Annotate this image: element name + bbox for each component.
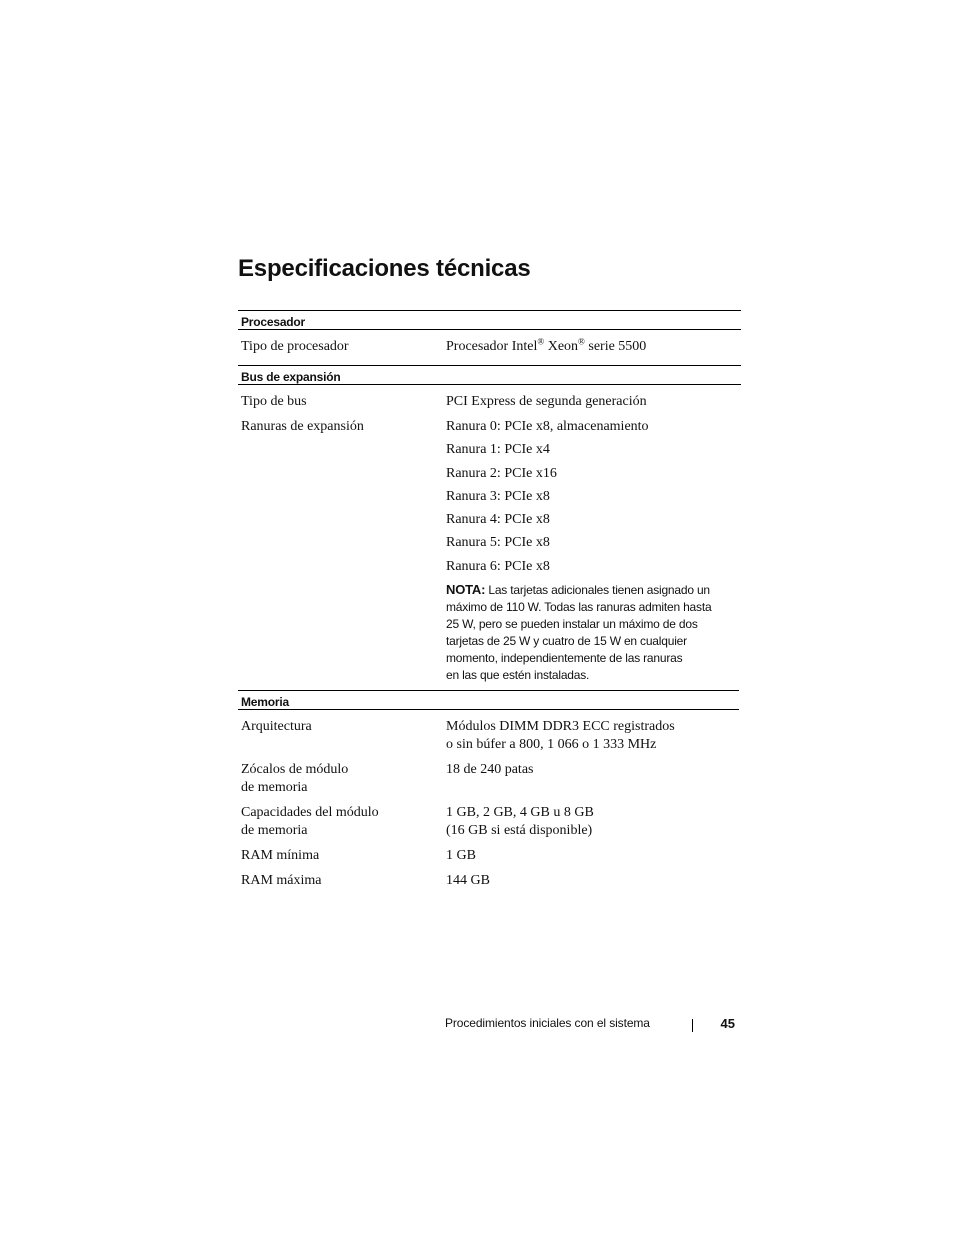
spec-row-min-ram [238, 847, 741, 872]
spec-label: RAM máxima [241, 872, 322, 888]
label-line: Capacidades del módulo [241, 805, 379, 821]
page-title: Especificaciones técnicas [238, 255, 531, 282]
note-line: momento, independientemente de las ranuras [446, 651, 683, 666]
slot-line: Ranura 6: PCIe x8 [446, 558, 550, 574]
spec-value [446, 418, 741, 684]
spec-label [238, 804, 446, 839]
spec-label: Ranuras de expansión [241, 419, 364, 434]
section-heading-processor: Procesador [238, 310, 741, 330]
note-line: máximo de 110 W. Todas las ranuras admiten hasta [446, 600, 712, 615]
value-text: Xeon [544, 339, 579, 354]
slot-line: Ranura 5: PCIe x8 [446, 535, 550, 551]
registered-mark: ® [578, 336, 585, 347]
slot-line: Ranura 1: PCIe x4 [446, 442, 550, 458]
spec-label: RAM mínima [241, 848, 320, 864]
page-number: 45 [720, 1016, 735, 1031]
label-line: de memoria [241, 779, 308, 795]
value-text: serie 5500 [584, 339, 647, 354]
spec-value [446, 338, 741, 356]
spec-value: 18 de 240 patas [446, 762, 534, 778]
spec-row-architecture [238, 718, 741, 761]
spec-row-processor-type [238, 338, 741, 364]
spec-row-expansion-slots [238, 418, 741, 690]
spec-value [446, 804, 741, 839]
note-line: Las tarjetas adicionales tienen asignado un [488, 583, 710, 598]
note-line: tarjetas de 25 W y cuatro de 15 W en cualquier [446, 634, 687, 649]
spec-value: 1 GB [446, 848, 476, 864]
value-line: (16 GB si está disponible) [446, 822, 593, 838]
value-text: Procesador Intel [446, 339, 538, 354]
specifications-table [238, 310, 741, 897]
note-line: en las que estén instaladas. [446, 668, 590, 683]
label-line: de memoria [241, 822, 308, 838]
spec-value: PCI Express de segunda generación [446, 393, 647, 409]
section-body-memory [238, 710, 741, 897]
note-label: NOTA: [446, 582, 486, 598]
section-body-expansion-bus [238, 385, 741, 691]
footer-document-title: Procedimientos iniciales con el sistema [445, 1016, 650, 1030]
spec-label: Arquitectura [241, 719, 312, 735]
note [446, 581, 741, 684]
section-body-processor [238, 330, 741, 364]
section-heading-memory: Memoria [238, 690, 739, 710]
spec-row-max-ram [238, 872, 741, 898]
spec-row-module-capacities [238, 804, 741, 847]
page-footer [445, 1016, 735, 1034]
spec-row-bus-type [238, 393, 741, 419]
note-line: 25 W, pero se pueden instalar un máximo de dos [446, 617, 698, 632]
slot-line: Ranura 3: PCIe x8 [446, 488, 550, 504]
spec-value: 144 GB [446, 872, 490, 888]
slot-line: Ranura 2: PCIe x16 [446, 465, 557, 481]
section-heading-expansion-bus: Bus de expansión [238, 365, 741, 385]
registered-mark: ® [537, 336, 545, 347]
label-line: Zócalos de módulo [241, 762, 349, 778]
spec-row-memory-sockets [238, 761, 741, 804]
slot-line: Ranura 0: PCIe x8, almacenamiento [446, 419, 649, 434]
spec-label: Tipo de procesador [241, 339, 349, 354]
footer-separator [692, 1019, 693, 1032]
slot-line: Ranura 4: PCIe x8 [446, 512, 550, 528]
spec-label: Tipo de bus [241, 393, 307, 409]
spec-value [446, 718, 741, 753]
spec-label [238, 761, 446, 796]
value-line: Módulos DIMM DDR3 ECC registrados [446, 719, 675, 735]
value-line: o sin búfer a 800, 1 066 o 1 333 MHz [446, 736, 657, 752]
value-line: 1 GB, 2 GB, 4 GB u 8 GB [446, 805, 594, 821]
